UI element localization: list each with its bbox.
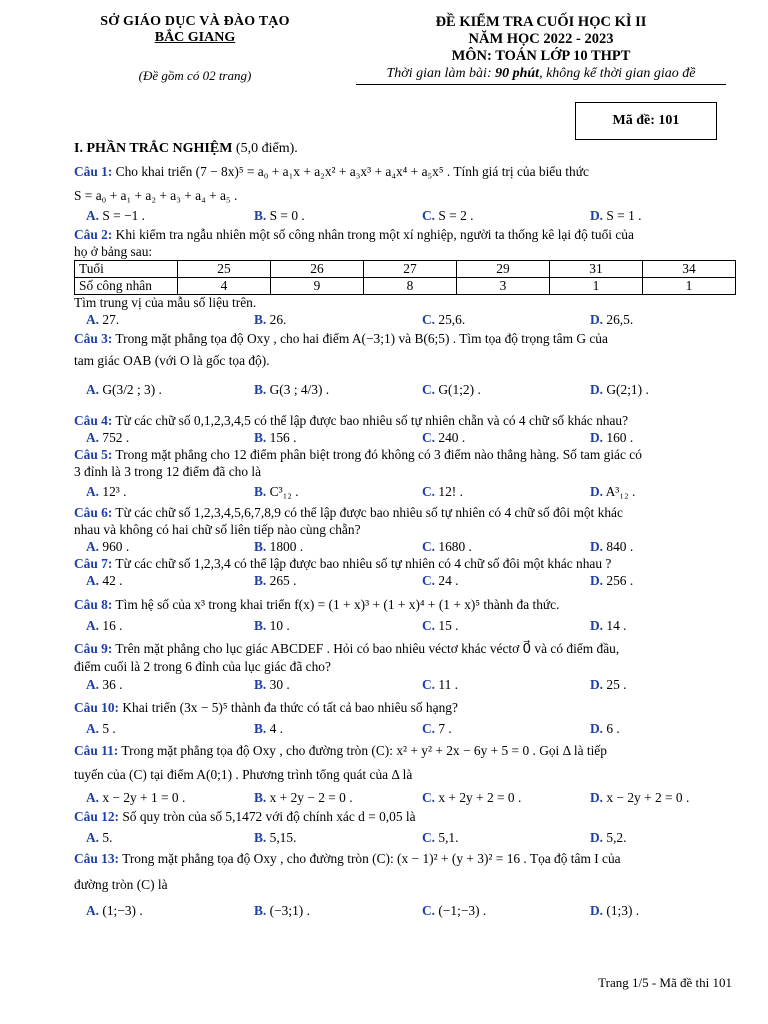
option-c[interactable]: C. 1680 . bbox=[422, 539, 472, 554]
exam-code-box: Mã đề: 101 bbox=[575, 102, 717, 140]
option-b[interactable]: B. 156 . bbox=[254, 430, 297, 445]
question-11: Câu 11: Trong mặt phẳng tọa độ Oxy , cho đường tròn (C): x² + y² + 2x − 6y + 5 = 0 . Gọi Δ là tiếp bbox=[74, 743, 607, 758]
exam-title: ĐỀ KIỂM TRA CUỐI HỌC KÌ II bbox=[435, 14, 647, 30]
department-header bbox=[60, 14, 330, 84]
question-9-line2: điểm cuối là 2 trong 6 đỉnh của lục giác đã cho? bbox=[74, 659, 331, 674]
table-cell: 26 bbox=[271, 261, 364, 278]
province-name: BẮC GIANG bbox=[154, 30, 236, 45]
option-a[interactable]: A. x − 2y + 1 = 0 . bbox=[86, 790, 186, 805]
option-d[interactable]: D. (1;3) . bbox=[590, 903, 640, 918]
option-b[interactable]: B. G(3 ; 4/3) . bbox=[254, 382, 330, 397]
question-5-options bbox=[86, 483, 736, 501]
option-b[interactable]: B. x + 2y − 2 = 0 . bbox=[254, 790, 353, 805]
option-d[interactable]: D. x − 2y + 2 = 0 . bbox=[590, 790, 690, 805]
question-5: Câu 5: Trong mặt phẳng cho 12 điểm phân biệt trong đó không có 3 điểm nào thẳng hàng. Số tam giác có bbox=[74, 447, 642, 462]
header-rule bbox=[356, 84, 726, 85]
table-cell: 4 bbox=[178, 278, 271, 295]
question-3: Câu 3: Trong mặt phẳng tọa độ Oxy , cho hai điểm A(−3;1) và B(6;5) . Tìm tọa độ trọng tâm G của bbox=[74, 331, 608, 346]
question-7-options bbox=[86, 572, 736, 590]
table-cell: 34 bbox=[643, 261, 736, 278]
table-row bbox=[75, 278, 736, 295]
option-a[interactable]: A. 5. bbox=[86, 830, 113, 845]
question-6-line2: nhau và không có hai chữ số liên tiếp nào cùng chẵn? bbox=[74, 522, 361, 537]
option-a[interactable]: A. G(3/2 ; 3) . bbox=[86, 382, 162, 397]
option-a[interactable]: A. 5 . bbox=[86, 721, 116, 736]
question-11-line2: tuyến của (C) tại điểm A(0;1) . Phương trình tổng quát của Δ là bbox=[74, 767, 413, 782]
option-b[interactable]: B. (−3;1) . bbox=[254, 903, 310, 918]
option-b[interactable]: B. 5,15. bbox=[254, 830, 297, 845]
option-d[interactable]: D. 840 . bbox=[590, 539, 634, 554]
question-3-line2: tam giác OAB (với O là gốc tọa độ). bbox=[74, 353, 270, 368]
question-13-line2: đường tròn (C) là bbox=[74, 877, 168, 892]
option-c[interactable]: C. 25,6. bbox=[422, 312, 466, 327]
age-table bbox=[74, 260, 736, 295]
question-6: Câu 6: Từ các chữ số 1,2,3,4,5,6,7,8,9 có thể lập được bao nhiêu số tự nhiên có 4 chữ số đôi một khác bbox=[74, 505, 623, 520]
page-footer: Trang 1/5 - Mã đề thi 101 bbox=[598, 975, 732, 990]
question-9-options bbox=[86, 676, 736, 694]
question-11-options bbox=[86, 789, 736, 807]
table-cell: 8 bbox=[364, 278, 457, 295]
option-a[interactable]: A. 27. bbox=[86, 312, 120, 327]
question-8-options bbox=[86, 617, 736, 635]
question-9: Câu 9: Trên mặt phẳng cho lục giác ABCDEF . Hỏi có bao nhiêu véctơ khác véctơ 0⃗ và có điểm đầu, bbox=[74, 641, 620, 656]
table-cell: 1 bbox=[643, 278, 736, 295]
question-2: Câu 2: Khi kiểm tra ngẫu nhiên một số công nhân trong một xí nghiệp, người ta thống kê lại độ tuổi của bbox=[74, 227, 634, 242]
option-a[interactable]: A. 16 . bbox=[86, 618, 123, 633]
option-b[interactable]: B. 30 . bbox=[254, 677, 290, 692]
table-cell: 3 bbox=[457, 278, 550, 295]
option-c[interactable]: C. S = 2 . bbox=[422, 208, 474, 223]
time-allowed: Thời gian làm bài: 90 phút, không kể thời gian giao đề bbox=[386, 66, 696, 81]
question-8: Câu 8: Tìm hệ số của x³ trong khai triển f(x) = (1 + x)³ + (1 + x)⁴ + (1 + x)⁵ thành đa thức. bbox=[74, 597, 560, 612]
option-c[interactable]: C. 15 . bbox=[422, 618, 459, 633]
question-2-options bbox=[86, 311, 736, 329]
subject: MÔN: TOÁN LỚP 10 THPT bbox=[451, 48, 631, 64]
table-cell: 1 bbox=[550, 278, 643, 295]
option-a[interactable]: A. 36 . bbox=[86, 677, 123, 692]
option-d[interactable]: D. 6 . bbox=[590, 721, 620, 736]
option-a[interactable]: A. 12³ . bbox=[86, 484, 127, 499]
table-header-cell: Số công nhân bbox=[75, 278, 178, 295]
option-d[interactable]: D. 5,2. bbox=[590, 830, 627, 845]
option-d[interactable]: D. 14 . bbox=[590, 618, 627, 633]
option-c[interactable]: C. 5,1. bbox=[422, 830, 459, 845]
question-10: Câu 10: Khai triển (3x − 5)⁵ thành đa thức có tất cả bao nhiêu số hạng? bbox=[74, 700, 458, 715]
school-year: NĂM HỌC 2022 - 2023 bbox=[468, 31, 614, 47]
table-cell: 9 bbox=[271, 278, 364, 295]
option-b[interactable]: B. 26. bbox=[254, 312, 287, 327]
option-d[interactable]: D. S = 1 . bbox=[590, 208, 642, 223]
question-3-options bbox=[86, 381, 736, 399]
option-d[interactable]: D. G(2;1) . bbox=[590, 382, 649, 397]
table-cell: 25 bbox=[178, 261, 271, 278]
question-2-line2: họ ở bảng sau: bbox=[74, 244, 153, 259]
table-header-cell: Tuổi bbox=[75, 261, 178, 278]
department-name: SỞ GIÁO DỤC VÀ ĐÀO TẠO bbox=[100, 14, 290, 29]
question-7: Câu 7: Từ các chữ số 1,2,3,4 có thể lập được bao nhiêu số tự nhiên có 4 chữ số đôi một khác nhau ? bbox=[74, 556, 612, 571]
option-b[interactable]: B. 4 . bbox=[254, 721, 284, 736]
table-row bbox=[75, 261, 736, 278]
exam-header bbox=[336, 14, 746, 85]
option-a[interactable]: A. 960 . bbox=[86, 539, 130, 554]
option-c[interactable]: C. 12! . bbox=[422, 484, 463, 499]
question-4: Câu 4: Từ các chữ số 0,1,2,3,4,5 có thể lập được bao nhiêu số tự nhiên chẵn và có 4 chữ số khác nhau? bbox=[74, 413, 629, 428]
option-a[interactable]: A. 752 . bbox=[86, 430, 130, 445]
option-c[interactable]: C. 24 . bbox=[422, 573, 459, 588]
question-2-line3: Tìm trung vị của mẫu số liệu trên. bbox=[74, 295, 257, 310]
option-c[interactable]: C. x + 2y + 2 = 0 . bbox=[422, 790, 522, 805]
option-a[interactable]: A. (1;−3) . bbox=[86, 903, 143, 918]
option-c[interactable]: C. 7 . bbox=[422, 721, 452, 736]
question-1-options bbox=[86, 207, 736, 225]
question-12: Câu 12: Số quy tròn của số 5,1472 với độ chính xác d = 0,05 là bbox=[74, 809, 416, 824]
option-b[interactable]: B. 265 . bbox=[254, 573, 297, 588]
table-cell: 27 bbox=[364, 261, 457, 278]
section-title: I. PHẦN TRẮC NGHIỆM (5,0 điểm). bbox=[74, 141, 298, 156]
question-10-options bbox=[86, 720, 736, 738]
question-1-line2: S = a₀ + a₁ + a₂ + a₃ + a₄ + a₅ . bbox=[74, 188, 238, 203]
question-12-options bbox=[86, 829, 736, 847]
option-b[interactable]: B. 10 . bbox=[254, 618, 290, 633]
question-1: Câu 1: Cho khai triển (7 − 8x)⁵ = a₀ + a₁x + a₂x² + a₃x³ + a₄x⁴ + a₅x⁵ . Tính giá trị của biểu thức bbox=[74, 164, 589, 179]
option-d[interactable]: D. A³₁₂ . bbox=[590, 484, 636, 499]
option-b[interactable]: B. 1800 . bbox=[254, 539, 304, 554]
option-c[interactable]: C. G(1;2) . bbox=[422, 382, 481, 397]
option-d[interactable]: D. 25 . bbox=[590, 677, 627, 692]
option-c[interactable]: C. 11 . bbox=[422, 677, 458, 692]
option-a[interactable]: A. S = −1 . bbox=[86, 208, 146, 223]
table-cell: 31 bbox=[550, 261, 643, 278]
option-d[interactable]: D. 256 . bbox=[590, 573, 634, 588]
option-c[interactable]: C. 240 . bbox=[422, 430, 466, 445]
question-6-options bbox=[86, 538, 736, 556]
option-b[interactable]: B. C³₁₂ . bbox=[254, 484, 299, 499]
option-d[interactable]: D. 160 . bbox=[590, 430, 634, 445]
question-5-line2: 3 đỉnh là 3 trong 12 điểm đã cho là bbox=[74, 464, 262, 479]
option-c[interactable]: C. (−1;−3) . bbox=[422, 903, 487, 918]
pages-note: (Đề gồm có 02 trang) bbox=[138, 68, 252, 83]
question-13-options bbox=[86, 902, 736, 920]
question-4-options bbox=[86, 429, 736, 447]
question-13: Câu 13: Trong mặt phẳng tọa độ Oxy , cho đường tròn (C): (x − 1)² + (y + 3)² = 16 . Tọa độ tâm I của bbox=[74, 851, 621, 866]
table-cell: 29 bbox=[457, 261, 550, 278]
option-d[interactable]: D. 26,5. bbox=[590, 312, 634, 327]
option-b[interactable]: B. S = 0 . bbox=[254, 208, 305, 223]
option-a[interactable]: A. 42 . bbox=[86, 573, 123, 588]
